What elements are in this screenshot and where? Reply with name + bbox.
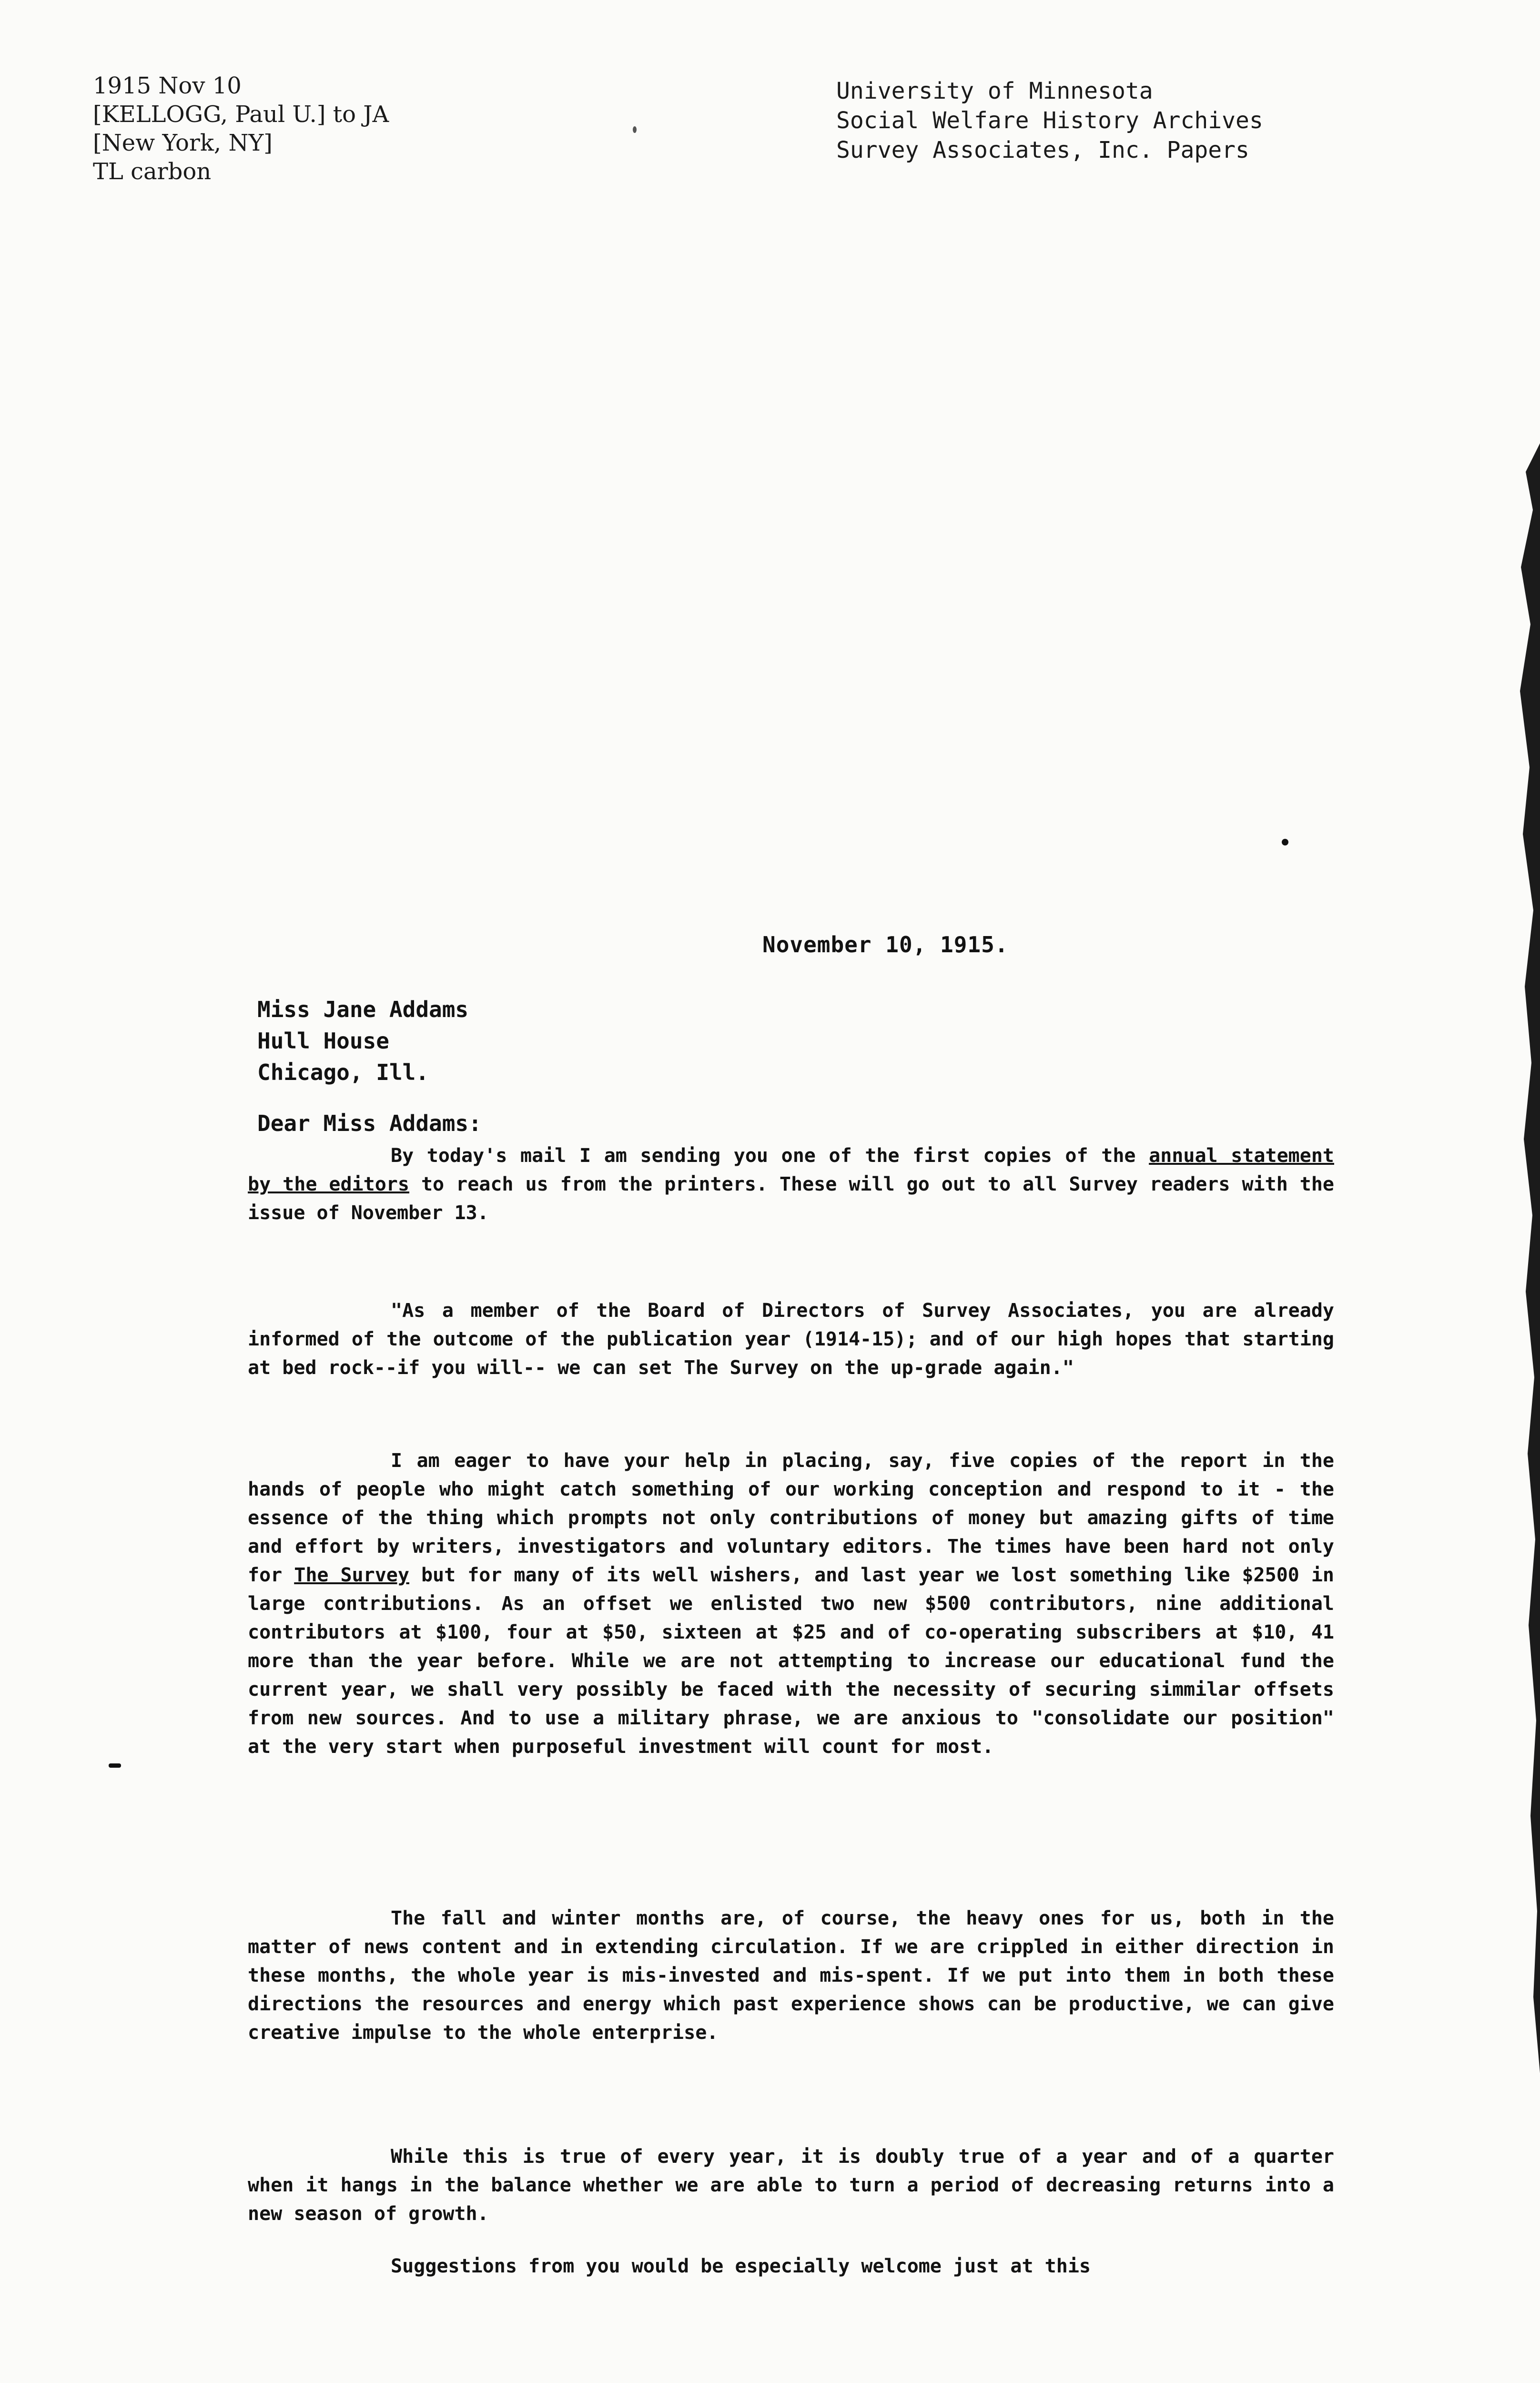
archive-citation xyxy=(93,71,389,186)
paragraph-6: Suggestions from you would be especially welcome just at this xyxy=(391,2255,1091,2277)
scan-speck xyxy=(1282,839,1288,845)
scan-speck xyxy=(633,126,637,133)
paragraph-2: "As a member of the Board of Directors of Survey Associates, you are already informed of the outcome of the publication year (1914-15); and of our high hopes that starting at bed rock--if you will-- we can set The Survey on the up-grade again." xyxy=(248,1300,1334,1379)
source-institution: University of Minnesota xyxy=(836,78,1153,104)
recipient-street: Hull House xyxy=(257,1028,389,1054)
archive-source xyxy=(836,76,1263,165)
paragraph-1 xyxy=(248,1141,1334,1227)
source-archive: Social Welfare History Archives xyxy=(836,107,1263,134)
citation-date: 1915 Nov 10 xyxy=(93,72,242,99)
survey-title-underlined: The Survey xyxy=(294,1564,409,1586)
salutation: Dear Miss Addams: xyxy=(257,1110,482,1136)
citation-format: TL carbon xyxy=(93,158,212,185)
recipient-city: Chicago, Ill. xyxy=(257,1059,429,1085)
annual-statement-underlined: annual statement by the editors xyxy=(248,1145,1334,1195)
paragraph-3-tail: but for many of its well wishers, and last year we lost something like $2500 in large contributions. As an offset we enlisted two new $500 contributors, nine additional contributors at $100, four at $50, sixteen at $25 and of co-operating subscribers at $10, 41 more than the year before. While we are not attempting to increase our educational fund the current year, we shall very possibly be faced with the necessity of securing simmilar offsets from new sources. And to use a military phrase, we are anxious to "consolidate our position" at the very start when purposeful investment will count for most. xyxy=(248,1564,1335,1758)
paragraph-3-lead: I am eager to have your help in placing, say, five copies of the report in the hands of people who might catch something of our working conception and respond to it - the essence of the thing which prompts not only contributions of money but amazing gifts of time and effort by writers, investigators and voluntary editors. The times have been hard not only for xyxy=(248,1450,1334,1586)
source-collection: Survey Associates, Inc. Papers xyxy=(836,137,1249,163)
letter-date: November 10, 1915. xyxy=(762,932,1009,957)
paragraph-1-tail: to reach us from the printers. These will go out to all Survey readers with the issue of November 13. xyxy=(248,1173,1335,1224)
scan-speck xyxy=(109,1763,121,1768)
paragraph-4: The fall and winter months are, of course, the heavy ones for us, both in the matter of news content and in extending circulation. If we are crippled in either direction in these months, the whole year is mis-invested and mis-spent. If we put into them in both these directions the resources and energy which past experience shows can be productive, we can give creative impulse to the whole enterprise. xyxy=(248,1907,1334,2044)
paragraph-5: While this is true of every year, it is doubly true of a year and of a quarter when it hangs in the balance whether we are able to turn a period of decreasing returns into a new season of growth. xyxy=(248,2146,1334,2225)
recipient-name: Miss Jane Addams xyxy=(257,997,469,1022)
paragraph-3 xyxy=(248,1446,1334,1761)
recipient-address xyxy=(257,994,468,1088)
torn-edge-shadow xyxy=(1507,443,1540,2073)
citation-place: [New York, NY] xyxy=(93,130,273,156)
paragraph-1-lead: By today's mail I am sending you one of the first copies of the xyxy=(391,1145,1149,1167)
citation-correspondents: [KELLOGG, Paul U.] to JA xyxy=(93,101,389,128)
